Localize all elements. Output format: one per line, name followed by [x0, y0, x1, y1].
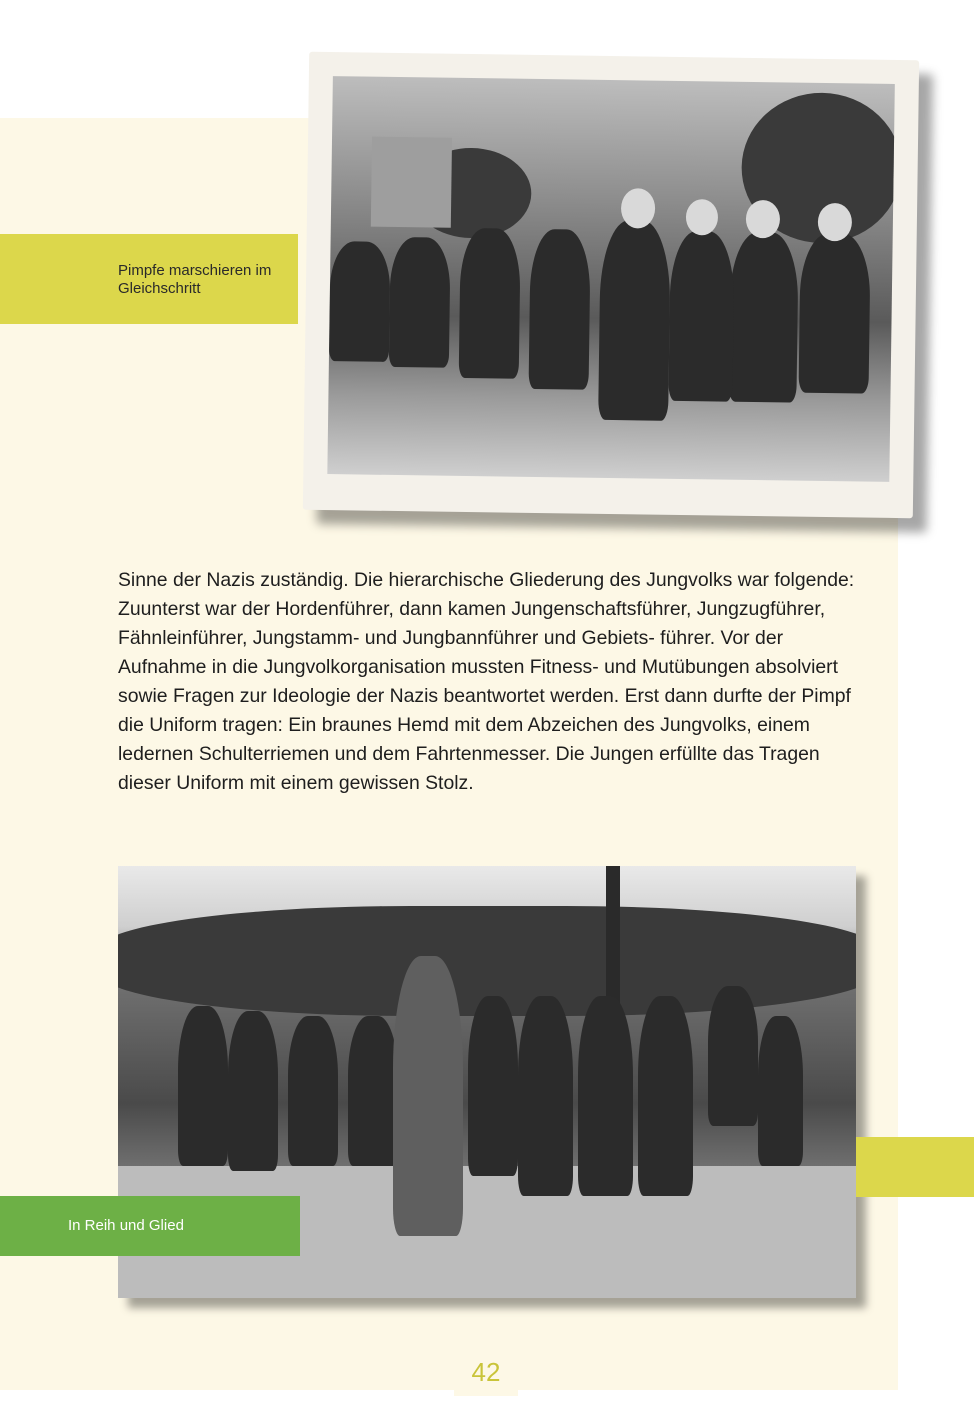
- tree-trunk: [606, 866, 620, 1006]
- boy-figure: [638, 996, 693, 1196]
- caption-band-marching: [0, 234, 298, 324]
- body-text: [118, 566, 858, 798]
- leader-figure: [393, 956, 463, 1236]
- boy-figure: [348, 1016, 398, 1166]
- marching-boy-figure: [459, 228, 521, 379]
- caption-band-lined-up: [0, 1196, 300, 1256]
- boy-figure: [468, 996, 518, 1176]
- marching-boy-figure: [668, 231, 734, 402]
- marching-boy-figure: [728, 232, 798, 403]
- boy-figure: [288, 1016, 338, 1166]
- boy-figure: [578, 996, 633, 1196]
- marching-boy-figure: [799, 233, 871, 394]
- boy-figure: [758, 1016, 803, 1166]
- marching-boy-figure: [329, 241, 391, 362]
- photo-frame-marching: [303, 52, 919, 518]
- marching-boy-figure: [389, 237, 451, 368]
- caption-lined-up: In Reih und Glied: [68, 1217, 184, 1234]
- boy-figure: [178, 1006, 228, 1166]
- body-paragraph: Sinne der Nazis zuständig. Die hierarchische Gliederung des Jungvolks war folgende: Zuunterst war der Hordenführer, dann kamen Jungenschaftsführer, Jungzugführer, Fähnleinführer, Jungstamm- und Jungbannführer und Gebiets- führer. Vor der Aufnahme in die Jungvolkorganisation mussten Fitness- und Mutübungen absolviert sowie Fragen zur Ideologie der Nazis beantwortet werden. Erst dann durfte der Pimpf die Uniform tragen: Ein braunes Hemd mit dem Abzeichen des Jungvolks, einem ledernen Schulterriemen und dem Fahrtenmesser. Die Jungen erfüllte das Tragen dieser Uniform mit einem gewissen Stolz.: [118, 569, 855, 794]
- building-shape: [371, 137, 452, 228]
- man-figure: [708, 986, 758, 1126]
- marching-boy-figure: [529, 229, 591, 390]
- accent-bar-right: [856, 1137, 974, 1197]
- boy-head: [686, 199, 718, 235]
- caption-marching: Pimpfe marschieren im Gleichschritt: [118, 262, 272, 297]
- marching-boy-figure: [598, 220, 671, 421]
- page-number: 42: [454, 1348, 518, 1396]
- photo-marching-boys: [327, 76, 895, 482]
- boy-figure: [228, 1011, 278, 1171]
- boy-figure: [518, 996, 573, 1196]
